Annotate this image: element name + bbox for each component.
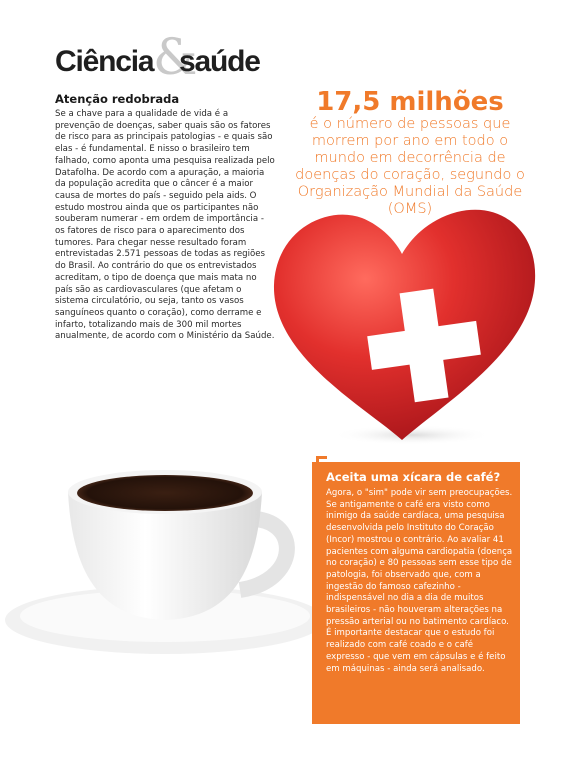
sidebar-body: Agora, o "sim" pode vir sem preocupações. Se antigamente o café era visto como inimigo da saúde cardíaca, uma pesquisa desenvolvida pelo Instituto do Coração (Incor) mostrou o contrário. Ao avaliar 41 pacientes com alguma cardiopatia (doença no coração) e 80 pessoas sem esse tipo de patologia, foi observado que, com a ingestão do famoso cafezinho - indispensável no dia a dia de muitos brasileiros - não houveram alterações na pressão arterial ou no batimento cardíaco. É importante destacar que o estudo foi realizado com café coado e o café expresso - que vem em cápsulas e é feito em máquinas - ainda será analisado. xyxy=(326,488,513,674)
masthead-ampersand: & xyxy=(153,28,198,86)
article-title: Atenção redobrada xyxy=(55,92,180,106)
sidebar-title: Aceita uma xícara de café? xyxy=(326,470,501,484)
stat-description: é o número de pessoas que morrem por ano em todo o mundo em decorrência de doenças do coração, segundo o Organização Mundial da Saúde (OMS) xyxy=(295,116,525,217)
masthead-word-saude: saúde xyxy=(179,45,260,78)
heart-with-cross-icon xyxy=(252,190,552,450)
article-body: Se a chave para a qualidade de vida é a prevenção de doenças, saber quais são os fatores de risco para as principais patologias - e quais são elas - é fundamental. E nisso o brasileiro tem falhado, como aponta uma pesquisa realizada pelo Datafolha. De acordo com a apuração, a maioria da população acredita que o câncer é a maior causa de mortes do país - seguido pela aids. O estudo mostrou ainda que os participantes não souberam numerar - em ordem de importância - os fatores de risco para o aparecimento dos tumores. Para chegar nesse resultado foram entrevistadas 2.571 pessoas de todas as regiões do Brasil. Ao contrário do que os entrevistados acreditam, o tipo de doença que mais mata no país são as cardiovasculares (que afetam o sistema circulatório, ou seja, tanto os vasos sanguíneos quanto o coração), como derrame e infarto, totalizando mais de 300 mil mortes anualmente, de acordo com o Ministério da Saúde. xyxy=(55,109,275,342)
stat-number: 17,5 milhões xyxy=(316,87,504,117)
main-article xyxy=(55,92,275,343)
coffee-sidebar xyxy=(312,462,520,724)
masthead-word-ciencia: Ciência xyxy=(55,45,154,78)
coffee-cup-icon xyxy=(0,430,320,660)
section-masthead xyxy=(55,28,270,86)
